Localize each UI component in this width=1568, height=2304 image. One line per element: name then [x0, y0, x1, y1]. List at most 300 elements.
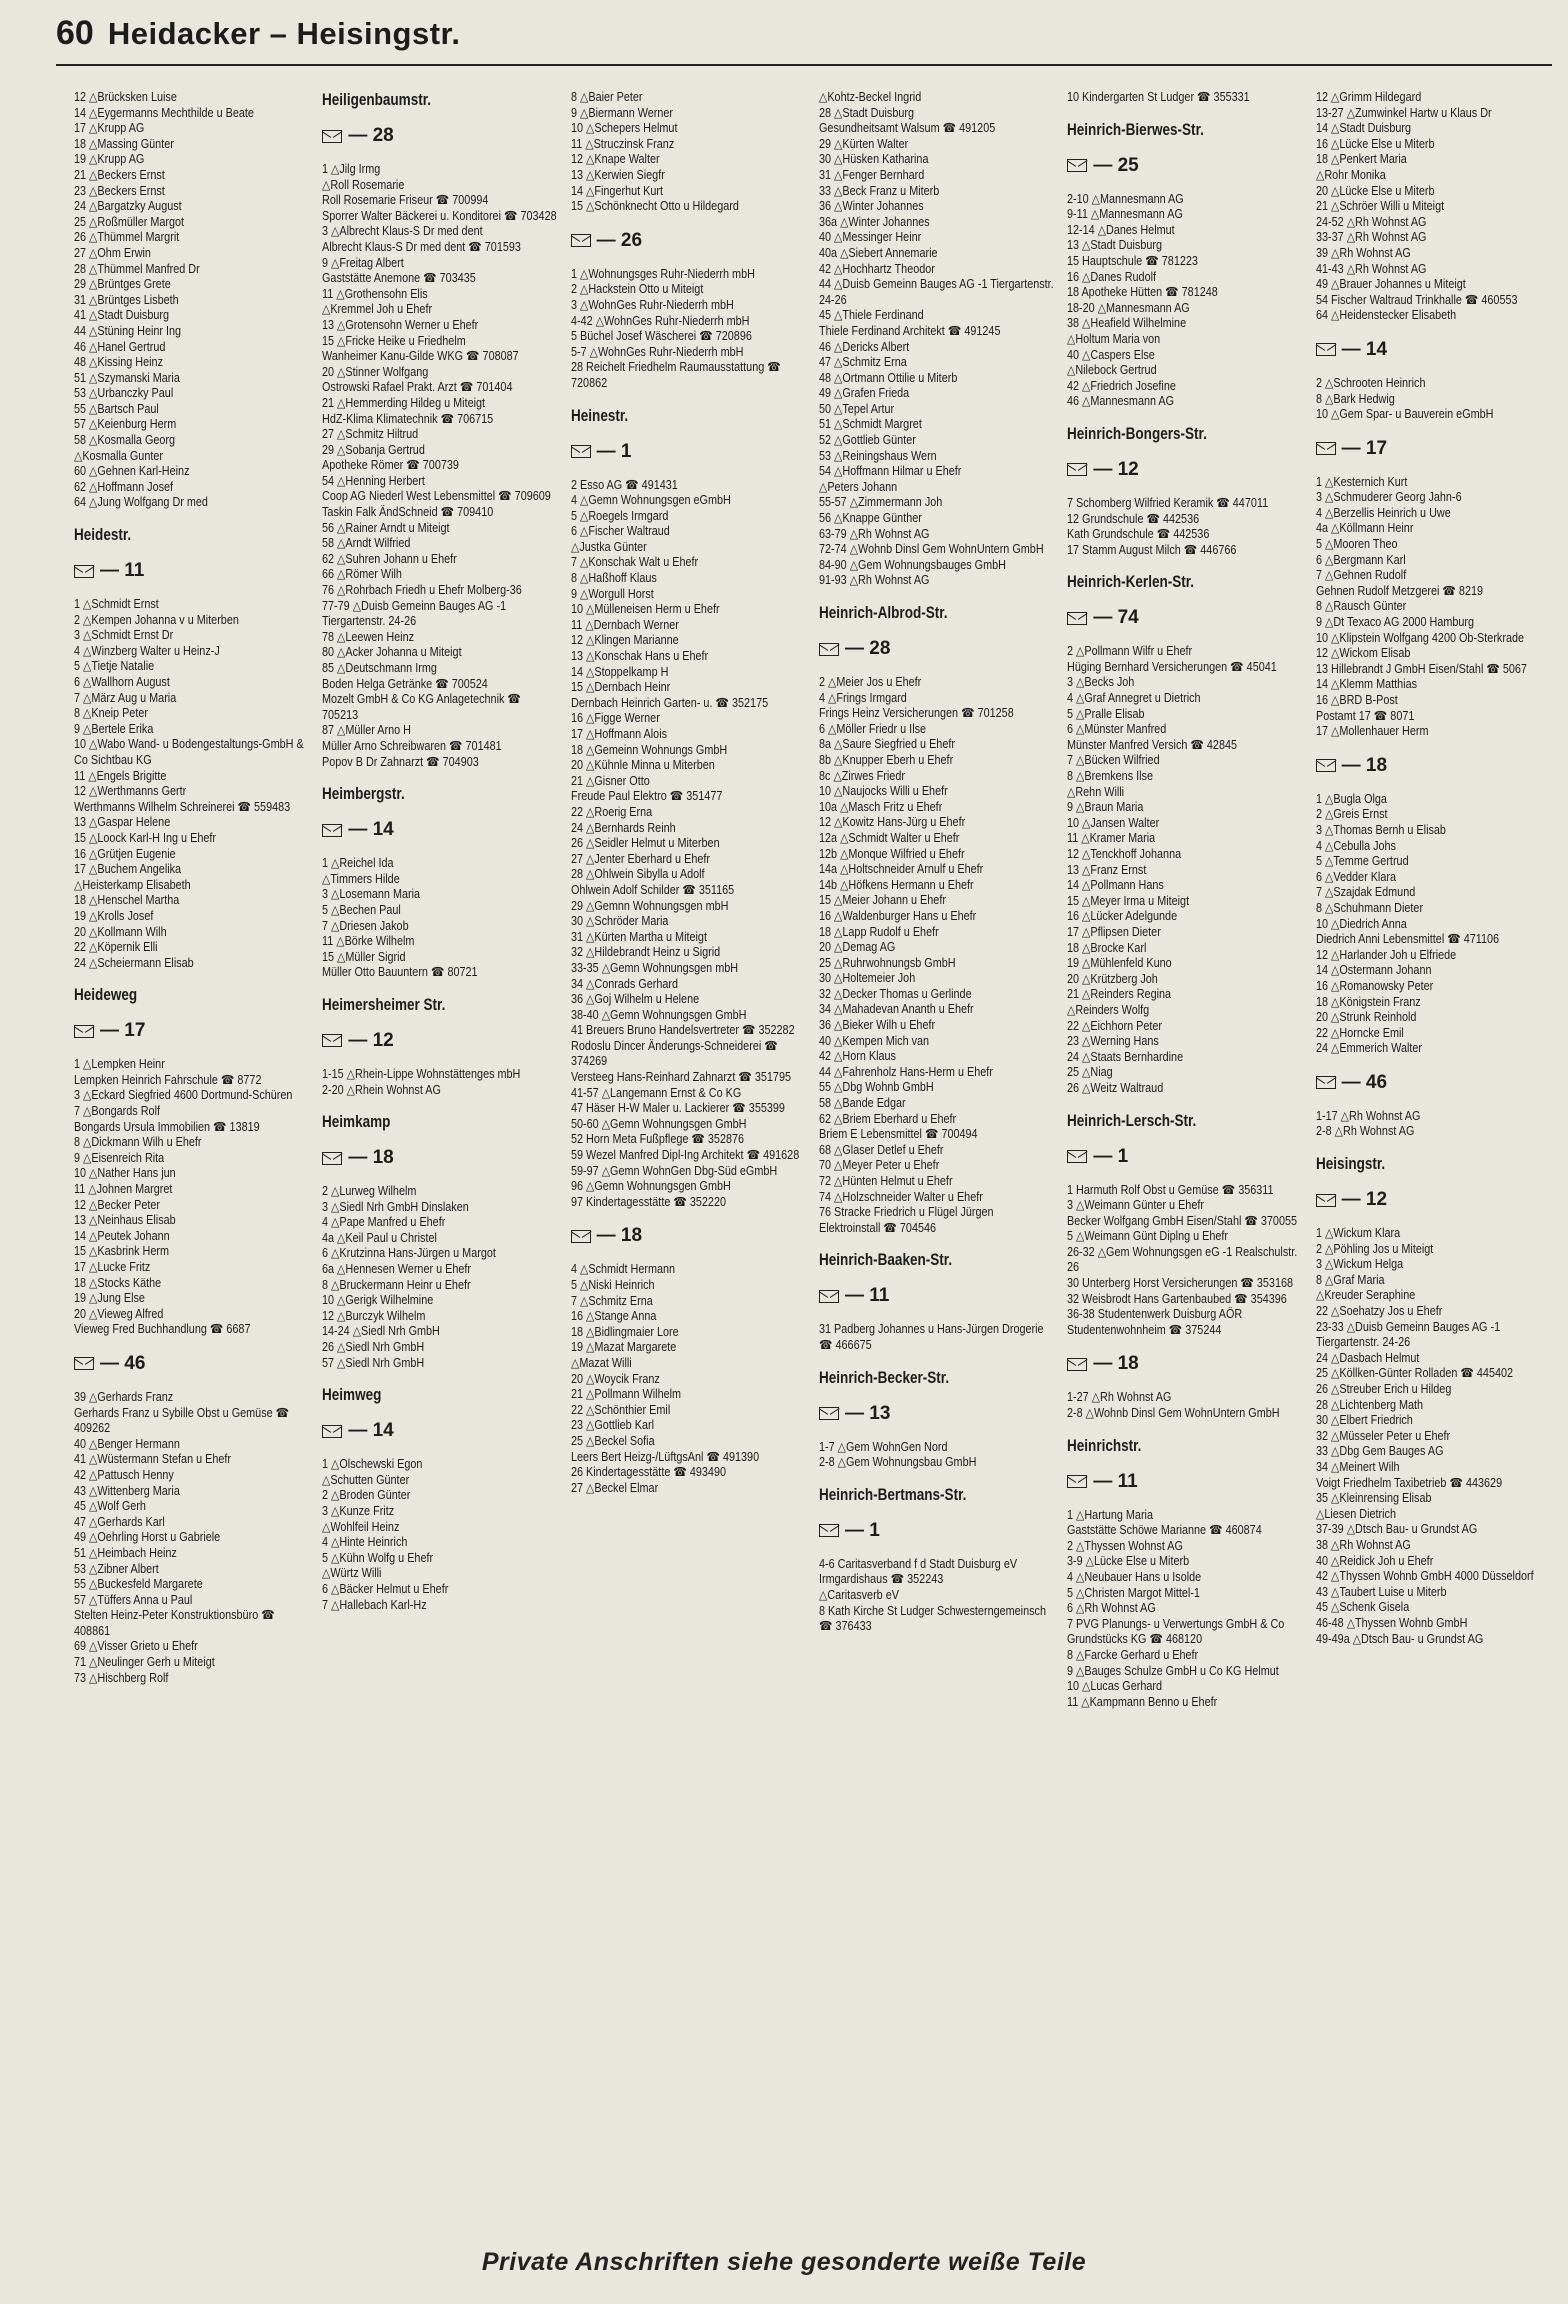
- street-name: Heinrich-Bongers-Str.: [1067, 424, 1208, 443]
- envelope-icon: [571, 1230, 591, 1243]
- directory-entry: 7 △Szajdak Edmund: [1315, 885, 1415, 900]
- postal-code: — 14: [348, 1420, 394, 1442]
- directory-entry: 91-93 △Rh Wohnst AG: [818, 573, 930, 588]
- directory-entry: 2 △Kempen Johanna v u Miterben: [74, 612, 239, 627]
- directory-entry: 20 △Strunk Reinhold: [1315, 1010, 1417, 1025]
- directory-entry: 17 △Buchem Angelika: [74, 862, 182, 877]
- directory-entry: △Liesen Dietrich: [1315, 1506, 1396, 1521]
- directory-entry: 18-20 △Mannesmann AG: [1067, 300, 1191, 315]
- header-divider: [56, 64, 1552, 66]
- street-name: Heinrich-Bertmans-Str.: [818, 1485, 967, 1504]
- directory-entry: 20 △Woycik Franz: [570, 1371, 660, 1386]
- directory-entry: 33-37 △Rh Wohnst AG: [1315, 230, 1427, 245]
- directory-entry: 3 △Thomas Bernh u Elisab: [1315, 822, 1446, 837]
- directory-entry: 77-79 △Duisb Gemeinn Bauges AG -1 Tiergartenstr. 24-26: [322, 598, 510, 629]
- directory-entry: 7 △Schmitz Erna: [570, 1293, 653, 1308]
- directory-entry: 18 △Brocke Karl: [1067, 940, 1147, 955]
- directory-entry: 29 △Kürten Walter: [818, 136, 909, 151]
- directory-entry: 41 △Wüstermann Stefan u Ehefr: [74, 1452, 232, 1467]
- postal-code: — 12: [348, 1029, 394, 1051]
- street-name: Heinrich-Becker-Str.: [818, 1368, 950, 1387]
- directory-entry: 4 △Gemn Wohnungsgen eGmbH: [570, 493, 731, 508]
- directory-entry: Münster Manfred Versich ☎ 42845: [1067, 737, 1238, 752]
- postal-section: [819, 1402, 1057, 1471]
- directory-entry: 4 △Berzellis Heinrich u Uwe: [1315, 505, 1451, 520]
- directory-entry: 22 △Köpernik Elli: [74, 940, 158, 955]
- street-block: [74, 985, 312, 1686]
- directory-entry: 12-14 △Danes Helmut: [1067, 222, 1175, 237]
- directory-entry: 49 △Grafen Frieda: [818, 386, 910, 401]
- directory-entry: 8 △Schuhmann Dieter: [1315, 900, 1423, 915]
- directory-entry: 22 △Schönthier Emil: [570, 1402, 670, 1417]
- directory-entry: △Kreuder Seraphine: [1315, 1288, 1415, 1303]
- directory-entry: 4 △Winzberg Walter u Heinz-J: [74, 643, 220, 658]
- directory-entry: Apotheke Römer ☎ 700739: [322, 458, 460, 473]
- directory-entry: 7 △Bücken Wilfried: [1067, 753, 1160, 768]
- directory-entry: 18 △Henschel Martha: [74, 893, 180, 908]
- directory-entry: 20 △Demag AG: [818, 940, 896, 955]
- directory-entry: 22 △Eichhorn Peter: [1067, 1018, 1163, 1033]
- postal-section: [1316, 754, 1554, 1057]
- directory-entry: 8 △Farcke Gerhard u Ehefr: [1067, 1647, 1199, 1662]
- directory-entry: 13 △Konschak Hans u Ehefr: [570, 649, 708, 664]
- street-block: [1067, 572, 1305, 1096]
- directory-entry: 5 △Bechen Paul: [322, 902, 402, 917]
- envelope-icon: [74, 1025, 94, 1038]
- directory-entry: 24 △Scheiermann Elisab: [74, 955, 194, 970]
- directory-entry: 2-8 △Rh Wohnst AG: [1315, 1124, 1415, 1139]
- envelope-icon: [819, 1407, 839, 1420]
- directory-entry: Mozelt GmbH & Co KG Anlagetechnik ☎ 705213: [322, 692, 525, 722]
- directory-entry: 2 △Thyssen Wohnst AG: [1067, 1538, 1184, 1553]
- directory-entry: 14 △Pollmann Hans: [1067, 878, 1165, 893]
- directory-entry: 51 △Szymanski Maria: [74, 370, 180, 385]
- directory-entry: 18 △Königstein Franz: [1315, 994, 1421, 1009]
- street-name: Heiligenbaumstr.: [322, 91, 432, 109]
- directory-entry: 3 △Siedl Nrh GmbH Dinslaken: [322, 1199, 470, 1214]
- postal-code: — 25: [1093, 154, 1139, 176]
- directory-entry: 28 △Lichtenberg Math: [1315, 1397, 1423, 1412]
- directory-entry: 8 △Bark Hedwig: [1315, 391, 1395, 406]
- directory-entry: 3 △Kunze Fritz: [322, 1504, 395, 1518]
- directory-entry: 9 △Bertele Erika: [74, 721, 154, 736]
- directory-entry: 13 △Franz Ernst: [1067, 862, 1147, 877]
- directory-entry: 44 △Duisb Gemeinn Bauges AG -1 Tiergartenstr. 24-26: [818, 277, 1057, 307]
- directory-entry: 7 △Konschak Walt u Ehefr: [570, 555, 698, 570]
- directory-entry: 5 △Roegels Irmgard: [570, 508, 669, 523]
- directory-entry: 57 △Keienburg Herm: [74, 417, 177, 432]
- street-block: [1067, 1111, 1305, 1422]
- directory-entry: 7 △März Aug u Maria: [74, 690, 177, 705]
- directory-entry: 9 △Braun Maria: [1067, 800, 1144, 815]
- directory-entry: 1-17 △Rh Wohnst AG: [1315, 1108, 1421, 1123]
- directory-entry: 23 △Beckers Ernst: [74, 183, 165, 198]
- directory-entry: 42 △Horn Klaus: [818, 1049, 896, 1064]
- postal-code: — 13: [844, 1402, 891, 1424]
- directory-entry: △Timmers Hilde: [322, 871, 401, 886]
- directory-entry: 18 △Massing Günter: [74, 136, 174, 151]
- directory-entry: 4a △Keil Paul u Christel: [322, 1230, 438, 1245]
- directory-entry: 30 △Elbert Friedrich: [1315, 1413, 1413, 1428]
- directory-entry: 30 △Holtemeier Joh: [818, 971, 916, 986]
- directory-entry: 25 △Roßmüller Margot: [74, 214, 185, 229]
- directory-entry: 7 △Gehnen Rudolf: [1315, 568, 1406, 583]
- directory-entry: Ostrowski Rafael Prakt. Arzt ☎ 701404: [322, 380, 513, 395]
- directory-entry: 13 Hillebrandt J GmbH Eisen/Stahl ☎ 5067: [1315, 661, 1527, 676]
- directory-entry: 12 △Kowitz Hans-Jürg u Ehefr: [818, 815, 966, 830]
- directory-entry: 53 △Zibner Albert: [74, 1561, 159, 1576]
- directory-entry: 58 △Kosmalla Georg: [74, 433, 176, 448]
- directory-entry: 43 △Wittenberg Maria: [74, 1483, 180, 1498]
- directory-entry: 26 △Streuber Erich u Hildeg: [1315, 1382, 1452, 1396]
- postal-section: [571, 229, 809, 392]
- postal-code: — 1: [596, 440, 632, 462]
- street-block: [819, 603, 1057, 1236]
- postal-district: [571, 229, 809, 253]
- directory-entry: 4 △Cebulla Johs: [1315, 838, 1396, 853]
- directory-entry: 1 △Wickum Klara: [1315, 1226, 1400, 1241]
- directory-entry: 16 △Romanowsky Peter: [1315, 978, 1433, 993]
- directory-entry: 59 Wezel Manfred Dipl-Ing Architekt ☎ 491628: [570, 1148, 799, 1163]
- directory-entry: 2 △Broden Günter: [322, 1488, 411, 1503]
- postal-section: [571, 1224, 809, 1496]
- postal-section: [322, 1146, 560, 1371]
- directory-column: [1067, 90, 1305, 2190]
- directory-entry: 23 △Gottlieb Karl: [570, 1418, 654, 1433]
- directory-entry: 24 △Bernhards Reinh: [570, 820, 676, 835]
- postal-section: [322, 124, 560, 770]
- postal-section: [1067, 606, 1305, 1096]
- directory-entry: 6 △Fischer Waltraud: [570, 524, 670, 539]
- directory-entry: 45 △Schenk Gisela: [1315, 1600, 1409, 1615]
- directory-entry: 48 △Ortmann Ottilie u Miterb: [818, 370, 958, 385]
- directory-entry: △Kosmalla Gunter: [74, 448, 163, 463]
- directory-entry: 26-32 △Gem Wohnungsgen eG -1 Realschulstr. 26: [1067, 1244, 1301, 1275]
- directory-entry: 31 △Kürten Martha u Miteigt: [570, 929, 707, 944]
- postal-code: — 46: [1341, 1071, 1388, 1093]
- directory-entry: Kath Grundschule ☎ 442536: [1067, 527, 1210, 542]
- directory-entry: 3-9 △Lücke Else u Miterb: [1067, 1554, 1190, 1569]
- street-name: Heinrichstr.: [1067, 1436, 1142, 1455]
- directory-entry: 8 △Haßhoff Klaus: [570, 571, 657, 586]
- directory-entry: 6 △Möller Friedr u Ilse: [818, 721, 927, 736]
- directory-entry: 1 △Bugla Olga: [1315, 791, 1387, 806]
- envelope-icon: [1067, 612, 1087, 625]
- directory-entry: 14b △Höfkens Hermann u Ehefr: [818, 877, 974, 892]
- directory-entry: 11 △Kampmann Benno u Ehefr: [1067, 1694, 1218, 1709]
- postal-section: [819, 637, 1057, 1236]
- directory-entry: 17 Stamm August Milch ☎ 446766: [1067, 542, 1237, 557]
- postal-section: [74, 559, 312, 971]
- directory-entry: 10 △Schepers Helmut: [570, 121, 678, 136]
- directory-entry: 27 △Beckel Elmar: [570, 1480, 658, 1495]
- postal-district: [1316, 1188, 1554, 1212]
- directory-entry: 1 △Kesternich Kurt: [1315, 474, 1408, 489]
- directory-entry: 18 △Lapp Rudolf u Ehefr: [818, 924, 939, 939]
- postal-section: [1067, 1470, 1305, 1711]
- directory-entry: 9 △Eisenreich Rita: [74, 1150, 165, 1165]
- directory-entry: 8 △Bruckermann Heinr u Ehefr: [322, 1277, 471, 1292]
- directory-entry: 4a △Köllmann Heinr: [1315, 521, 1414, 536]
- directory-entry: 6a △Hennesen Werner u Ehefr: [322, 1262, 472, 1277]
- directory-entry: 5 △Temme Gertrud: [1315, 854, 1409, 869]
- directory-entry: 2-8 △Wohnb Dinsl Gem WohnUntern GmbH: [1067, 1406, 1280, 1421]
- directory-entry: 13 △Stadt Duisburg: [1067, 238, 1163, 253]
- directory-entry: Gaststätte Schöwe Marianne ☎ 460874: [1067, 1523, 1263, 1538]
- directory-entry: 53 △Reiningshaus Wern: [818, 448, 937, 463]
- directory-entry: 55 △Buckesfeld Margarete: [74, 1577, 203, 1592]
- postal-code: — 14: [1341, 338, 1388, 360]
- postal-code: — 18: [348, 1147, 394, 1169]
- directory-entry: 12 △Grimm Hildegard: [1315, 90, 1421, 104]
- directory-entry: 72-74 △Wohnb Dinsl Gem WohnUntern GmbH: [818, 542, 1044, 557]
- postal-district: [322, 818, 560, 842]
- directory-entry: 32 △Hildebrandt Heinz u Sigrid: [570, 945, 720, 960]
- directory-entry: 12 △Brücksken Luise: [74, 90, 177, 104]
- directory-entry: 10 △Gerigk Wilhelmine: [322, 1293, 434, 1308]
- postal-section: [1316, 1188, 1554, 1647]
- postal-section: [1067, 458, 1305, 558]
- directory-entry: 28 △Ohlwein Sibylla u Adolf: [570, 867, 705, 882]
- postal-code: — 11: [1093, 1470, 1138, 1492]
- postal-section: [322, 818, 560, 981]
- directory-entry: 52 Horn Meta Fußpflege ☎ 352876: [570, 1132, 744, 1147]
- envelope-icon: [322, 1425, 342, 1438]
- directory-entry: Gaststätte Anemone ☎ 703435: [322, 271, 477, 286]
- envelope-icon: [322, 1034, 342, 1047]
- street-block: [322, 1112, 560, 1371]
- directory-entry: 5 △Mooren Theo: [1315, 537, 1398, 552]
- envelope-icon: [819, 1290, 839, 1303]
- directory-entry: 32 Weisbrodt Hans Gartenbaubed ☎ 354396: [1067, 1291, 1288, 1306]
- street-block: [1316, 1154, 1554, 1647]
- directory-entry: 23 △Werning Hans: [1067, 1034, 1160, 1049]
- directory-entry: 31 △Fenger Bernhard: [818, 167, 925, 182]
- directory-entry: 14 △Stadt Duisburg: [1315, 121, 1411, 136]
- postal-code: — 28: [348, 125, 394, 146]
- directory-entry: 38 △Heafield Wilhelmine: [1067, 316, 1187, 331]
- directory-entry: 28 Reichelt Friedhelm Raumausstattung ☎ 720862: [570, 360, 784, 390]
- directory-entry: 10 Kindergarten St Ludger ☎ 355331: [1067, 90, 1251, 104]
- postal-district: [1316, 754, 1554, 778]
- directory-entry: Taskin Falk ÄndSchneid ☎ 709410: [322, 505, 494, 520]
- directory-entry: Lempken Heinrich Fahrschule ☎ 8772: [74, 1072, 262, 1087]
- directory-entry: 24 △Dasbach Helmut: [1315, 1350, 1420, 1365]
- street-block: [1067, 424, 1305, 558]
- directory-entry: 11 △Kramer Maria: [1067, 831, 1156, 846]
- directory-entry: 16 △Waldenburger Hans u Ehefr: [818, 908, 977, 923]
- street-name: Heinrich-Lersch-Str.: [1067, 1111, 1197, 1130]
- directory-entry: 55 △Dbg Wohnb GmbH: [818, 1080, 934, 1095]
- directory-entry: 1 △Jilg Irmg: [322, 162, 381, 176]
- directory-entry: 21 △Beckers Ernst: [74, 167, 165, 182]
- envelope-icon: [1316, 343, 1336, 356]
- directory-entry: 2 △Schrooten Heinrich: [1315, 375, 1426, 390]
- directory-entry: 20 △Vieweg Alfred: [74, 1306, 164, 1321]
- directory-entry: △Nilebock Gertrud: [1067, 363, 1157, 378]
- directory-entry: 31 △Brüntges Lisbeth: [74, 292, 179, 307]
- directory-entry: 8 △Dickmann Wilh u Ehefr: [74, 1135, 202, 1150]
- directory-entry: 14 △Klemm Matthias: [1315, 677, 1417, 692]
- postal-district: [1316, 338, 1554, 362]
- directory-entry: 1 △Reichel Ida: [322, 856, 394, 871]
- directory-entry: 42 △Pattusch Henny: [74, 1467, 174, 1482]
- directory-entry: 3 △Becks Joh: [1067, 675, 1135, 690]
- directory-entry: 4 △Pape Manfred u Ehefr: [322, 1215, 446, 1230]
- directory-entry: 5 △Niski Heinrich: [570, 1278, 655, 1292]
- directory-entry: 18 △Gemeinn Wohnungs GmbH: [570, 742, 727, 757]
- directory-entry: Ohlwein Adolf Schilder ☎ 351165: [570, 882, 734, 897]
- directory-entry: Postamt 17 ☎ 8071: [1315, 708, 1415, 723]
- directory-column: [74, 90, 312, 2190]
- street-name: Heideweg: [74, 986, 138, 1005]
- directory-entry: 2 △Greis Ernst: [1315, 807, 1388, 822]
- directory-entry: 34 △Conrads Gerhard: [570, 976, 678, 991]
- directory-entry: 21 △Pollmann Wilhelm: [570, 1387, 681, 1402]
- directory-entry: 40 △Messinger Heinr: [818, 230, 922, 245]
- postal-district: [1067, 1470, 1305, 1494]
- street-name: Heidestr.: [74, 526, 132, 545]
- directory-entry: 16 △BRD B-Post: [1315, 693, 1398, 707]
- directory-entry: 36 △Bieker Wilh u Ehefr: [818, 1018, 936, 1033]
- directory-entry: 46 △Mannesmann AG: [1067, 394, 1175, 409]
- envelope-icon: [819, 643, 839, 656]
- postal-code: — 17: [1341, 437, 1388, 459]
- envelope-icon: [1316, 442, 1336, 455]
- directory-entry: 9 △Dt Texaco AG 2000 Hamburg: [1315, 615, 1474, 630]
- directory-entry: 18 △Penkert Maria: [1315, 152, 1407, 167]
- directory-entry: 25 △Niag: [1067, 1065, 1113, 1080]
- directory-entry: △Mazat Willi: [570, 1355, 632, 1370]
- directory-entry: 21 △Schröer Willi u Miteigt: [1315, 199, 1444, 214]
- directory-entry: 12 △Wickom Elisab: [1315, 646, 1411, 661]
- directory-entry: 17 △Hoffmann Alois: [570, 727, 667, 741]
- postal-district: [1316, 1071, 1554, 1095]
- directory-entry: 50 △Tepel Artur: [818, 401, 895, 416]
- directory-entry: 21 △Hemmerding Hildeg u Miteigt: [322, 395, 486, 410]
- directory-entry: 43 △Taubert Luise u Miterb: [1315, 1584, 1447, 1599]
- directory-entry: 12a △Schmidt Walter u Ehefr: [818, 830, 960, 845]
- directory-entry: 1-7 △Gem WohnGen Nord: [818, 1439, 948, 1454]
- directory-entry: 6 △Münster Manfred: [1067, 722, 1167, 737]
- directory-entry: 42 △Friedrich Josefine: [1067, 378, 1177, 393]
- postal-district: [1067, 1145, 1305, 1169]
- street-name: Heimweg: [322, 1386, 382, 1405]
- postal-district: [1067, 458, 1305, 482]
- directory-entry: 12 △Klingen Marianne: [570, 633, 679, 648]
- directory-entry: 34 △Meinert Wilh: [1315, 1459, 1400, 1474]
- directory-entry: 9-11 △Mannesmann AG: [1067, 207, 1184, 222]
- directory-entry: 38-40 △Gemn Wohnungsgen GmbH: [570, 1007, 747, 1022]
- directory-entry: △Holtum Maria von: [1067, 331, 1161, 346]
- street-block: [571, 406, 809, 1497]
- directory-entry: 58 △Bande Edgar: [818, 1096, 906, 1111]
- directory-entry: 3 △Losemann Maria: [322, 887, 421, 902]
- directory-entry: 76 Stracke Friedrich u Flügel Jürgen Elektroinstall ☎ 704546: [818, 1205, 997, 1235]
- directory-entry: 84-90 △Gem Wohnungsbauges GmbH: [818, 557, 1006, 572]
- directory-entry: 28 △Stadt Duisburg: [818, 105, 915, 120]
- directory-entry: Wanheimer Kanu-Gilde WKG ☎ 708087: [322, 349, 520, 364]
- postal-section: [74, 1019, 312, 1338]
- directory-entry: 3 △Eckard Siegfried 4600 Dortmund-Schüren: [74, 1088, 293, 1103]
- directory-entry: △Würtz Willi: [322, 1566, 382, 1581]
- postal-code: — 17: [100, 1020, 146, 1042]
- envelope-icon: [322, 824, 342, 837]
- envelope-icon: [1067, 463, 1087, 476]
- directory-entry: 54 △Hoffmann Hilmar u Ehefr: [818, 464, 962, 479]
- directory-entry: 13 △Gaspar Helene: [74, 815, 171, 830]
- directory-entry: 3 △Albrecht Klaus-S Dr med dent: [322, 224, 483, 239]
- directory-entry: 23-33 △Duisb Gemeinn Bauges AG -1 Tiergartenstr. 24-26: [1315, 1319, 1503, 1350]
- directory-entry: Hüging Bernhard Versicherungen ☎ 45041: [1067, 659, 1278, 674]
- postal-district: [1067, 1352, 1305, 1376]
- directory-entry: 19 △Krupp AG: [74, 152, 145, 167]
- directory-entry: 2-20 △Rhein Wohnst AG: [322, 1082, 442, 1097]
- postal-district: [322, 1419, 560, 1443]
- directory-entry: 10 △Nather Hans jun: [74, 1166, 176, 1181]
- directory-entry: Boden Helga Getränke ☎ 700524: [322, 676, 489, 691]
- directory-entry: 29 △Brüntges Grete: [74, 277, 171, 292]
- directory-entry: 17 △Krupp AG: [74, 121, 145, 136]
- postal-district: [322, 1029, 560, 1053]
- postal-section: [1067, 90, 1305, 106]
- directory-entry: 24 △Bargatzky August: [74, 199, 182, 214]
- directory-entry: 4 △Neubauer Hans u Isolde: [1067, 1570, 1202, 1584]
- directory-entry: 11 △Börke Wilhelm: [322, 934, 415, 949]
- directory-entry: 8b △Knupper Eberh u Ehefr: [818, 752, 954, 767]
- directory-entry: 19 △Jung Else: [74, 1291, 145, 1306]
- envelope-icon: [322, 1152, 342, 1165]
- directory-entry: △Rehn Willi: [1067, 784, 1125, 799]
- directory-entry: △Caritasverb eV: [818, 1587, 899, 1602]
- directory-entry: Diedrich Anni Lebensmittel ☎ 471106: [1315, 932, 1499, 947]
- directory-entry: 2 △Meier Jos u Ehefr: [818, 675, 922, 689]
- directory-entry: 19 △Krolls Josef: [74, 908, 154, 923]
- page-header: [56, 14, 1552, 60]
- directory-entry: 1-15 △Rhein-Lippe Wohnstättenges mbH: [322, 1066, 521, 1081]
- postal-section: [1067, 154, 1305, 410]
- postal-section: [1316, 338, 1554, 423]
- directory-entry: 21 △Gisner Otto: [570, 773, 650, 788]
- directory-entry: 25 △Ruhrwohnungsb GmbH: [818, 955, 956, 970]
- street-block: [1067, 120, 1305, 410]
- directory-entry: 17 △Lucke Fritz: [74, 1260, 151, 1274]
- directory-entry: 38 △Rh Wohnst AG: [1315, 1537, 1411, 1552]
- directory-entry: 19 △Mazat Margarete: [570, 1340, 676, 1355]
- directory-entry: 4 △Hinte Heinrich: [322, 1535, 408, 1550]
- directory-entry: 8 △Kneip Peter: [74, 706, 148, 721]
- directory-entry: 8 Kath Kirche St Ludger Schwesterngemeinsch ☎ 376433: [818, 1603, 1049, 1634]
- directory-entry: 22 △Horncke Emil: [1315, 1025, 1404, 1040]
- directory-entry: 15 △Dernbach Heinr: [570, 680, 670, 695]
- directory-entry: Müller Otto Bauuntern ☎ 80721: [322, 965, 478, 980]
- street-name: Heinestr.: [570, 406, 628, 425]
- directory-entry: 4-42 △WohnGes Ruhr-Niederrh mbH: [570, 313, 750, 328]
- directory-entry: 47 △Gerhards Karl: [74, 1514, 165, 1529]
- postal-district: [571, 440, 809, 464]
- directory-entry: 16 △Grütjen Eugenie: [74, 846, 176, 861]
- directory-entry: 27 △Ohm Erwin: [74, 245, 151, 260]
- directory-entry: 2 △Pöhling Jos u Miteigt: [1315, 1241, 1433, 1256]
- postal-code: — 18: [1093, 1353, 1139, 1375]
- directory-entry: 9 △Freitag Albert: [322, 255, 405, 270]
- directory-entry: 14 △Eygermanns Mechthilde u Beate: [74, 105, 254, 120]
- directory-entry: 71 △Neulinger Gerh u Miteigt: [74, 1655, 215, 1670]
- directory-entry: 17 △Pflipsen Dieter: [1067, 924, 1162, 939]
- directory-entry: 13 △Neinhaus Elisab: [74, 1213, 176, 1228]
- postal-district: [819, 1402, 1057, 1426]
- directory-entry: 41 △Stadt Duisburg: [74, 308, 170, 323]
